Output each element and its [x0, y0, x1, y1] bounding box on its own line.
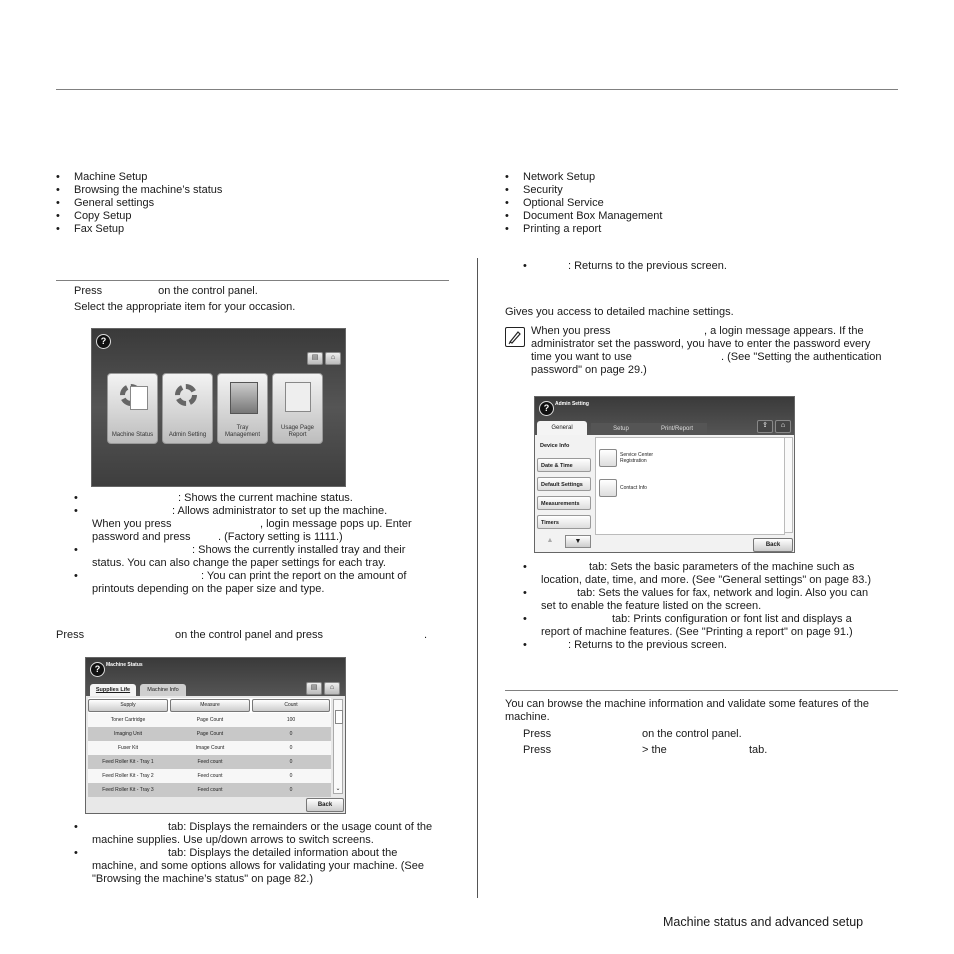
table-row[interactable]: Toner Cartridge Page Count 100: [88, 713, 331, 727]
topic-item: • Document Box Management: [505, 210, 662, 223]
select-instruction: Select the appropriate item for your occasion.: [74, 301, 296, 313]
browse-step-2: Press > the tab.: [523, 744, 768, 756]
col-header-count: Count: [252, 699, 330, 712]
topic-item: • Browsing the machine’s status: [56, 184, 222, 197]
page-footer: Machine status and advanced setup: [663, 915, 864, 929]
general-tab-bullets: • tab: Sets the basic parameters of the machine such as location, date, time, and more. (See "General settings" on page 83.) • tab: Sets the values for fax, network and login. Also you can set to enable the feature listed on the screen. • tab: Prints configuration or font list and displays a report of machine features. (See "Printing a report" on page 91.) • : Returns to the previous screen.: [523, 561, 872, 651]
table-row[interactable]: Feed Roller Kit - Tray 1 Feed count 0: [88, 755, 331, 769]
service-center-registration-label: Service Center Registration: [620, 452, 654, 464]
topic-item: • Printing a report: [505, 223, 662, 236]
table-row[interactable]: Feed Roller Kit - Tray 3 Feed count 0: [88, 783, 331, 797]
browse-intro: You can browse the machine information and validate some features of the machine.: [505, 698, 870, 723]
note-icon: [505, 327, 525, 347]
topic-item: • Optional Service: [505, 197, 662, 210]
menu-bullets: • : Shows the current machine status. • : Allows administrator to set up the machine. When you press , login message pops up. Enter password and press . (Factory setting is 1111.) • : Shows the currently installed tray and their status. You can also change the paper settings for each tray. • : You can print the report on the amount of printouts depending on the paper size and type.: [74, 492, 412, 595]
contact-info-button[interactable]: [599, 479, 617, 497]
usage-page-report-tile[interactable]: Usage Page Report: [272, 373, 323, 444]
back-bullet: • : Returns to the previous screen.: [523, 260, 727, 272]
tray-management-tile[interactable]: Tray Management: [217, 373, 268, 444]
table-row[interactable]: Feed Roller Kit - Tray 2 Feed count 0: [88, 769, 331, 783]
back-button[interactable]: Back: [753, 538, 793, 552]
admin-intro: Gives you access to detailed machine settings.: [505, 306, 734, 318]
admin-setting-screenshot: [534, 396, 795, 553]
scroll-down-icon[interactable]: ▼: [565, 535, 591, 548]
job-status-icon: ▤: [307, 352, 323, 365]
tab-supplies-life[interactable]: Supplies Life: [90, 684, 136, 696]
topic-item: • Machine Setup: [56, 171, 222, 184]
tab-setup[interactable]: Setup: [591, 423, 651, 435]
topic-item: • General settings: [56, 197, 222, 210]
setup-menu-screenshot: [91, 328, 346, 487]
tab-bullets: • tab: Displays the remainders or the usage count of the machine supplies. Use up/down arrows to switch screens. • tab: Displays the detailed information about the machine, and some options allows for validating your machine. (See "Browsing the machine’s status" on page 82.): [74, 821, 433, 885]
scroll-up-icon[interactable]: ▲: [546, 537, 554, 544]
topic-list-left: [56, 171, 222, 236]
nav-timers[interactable]: Timers: [537, 515, 591, 529]
table-row[interactable]: Fuser Kit Image Count 0: [88, 741, 331, 755]
home-icon: ⌂: [775, 420, 791, 433]
topic-list-right: [505, 171, 662, 236]
job-status-icon: ⇪: [757, 420, 773, 433]
scrollbar[interactable]: [333, 699, 343, 794]
home-icon: ⌂: [324, 682, 340, 695]
help-icon: ?: [539, 401, 554, 416]
tab-machine-info[interactable]: Machine Info: [140, 684, 186, 696]
job-status-icon: ▤: [306, 682, 322, 695]
table-row[interactable]: Imaging Unit Page Count 0: [88, 727, 331, 741]
nav-default-settings[interactable]: Default Settings: [537, 477, 591, 491]
nav-measurements[interactable]: Measurements: [537, 496, 591, 510]
topic-item: • Security: [505, 184, 662, 197]
machine-status-tile[interactable]: Machine Status: [107, 373, 158, 444]
tab-print-report[interactable]: Print/Report: [647, 423, 707, 435]
back-button[interactable]: Back: [306, 798, 344, 812]
machine-status-screenshot: [85, 657, 346, 814]
section-rule: [56, 280, 449, 281]
note-text: When you press , a login message appears. If the administrator set the password, you have to enter the password every time you want to use . (See "Setting the authentication password" on page 29.): [531, 325, 882, 376]
contact-info-label: Contact Info: [620, 485, 647, 491]
machine-status-title: Machine Status: [106, 662, 143, 668]
service-center-registration-button[interactable]: [599, 449, 617, 467]
nav-device-info[interactable]: Device Info: [540, 443, 570, 449]
nav-date-time[interactable]: Date & Time: [537, 458, 591, 472]
help-icon: ?: [90, 662, 105, 677]
topic-item: • Fax Setup: [56, 223, 222, 236]
scrollbar[interactable]: [784, 437, 793, 533]
admin-setting-tile[interactable]: Admin Setting: [162, 373, 213, 444]
col-header-measure: Measure: [170, 699, 250, 712]
scroll-down-icon[interactable]: ⌄: [335, 786, 341, 792]
browse-step-1: Press on the control panel.: [523, 728, 742, 740]
topic-item: • Copy Setup: [56, 210, 222, 223]
section-rule: [505, 690, 898, 691]
column-divider: [477, 258, 478, 898]
admin-setting-title: Admin Setting: [555, 401, 589, 407]
press-machine-status-instruction: Press on the control panel and press .: [56, 629, 428, 641]
help-icon: ?: [96, 334, 111, 349]
press-instruction: Press on the control panel.: [74, 285, 258, 297]
topic-item: • Network Setup: [505, 171, 662, 184]
home-icon: ⌂: [325, 352, 341, 365]
tab-general[interactable]: General: [537, 421, 587, 435]
col-header-supply: Supply: [88, 699, 168, 712]
header-rule: [56, 89, 898, 90]
